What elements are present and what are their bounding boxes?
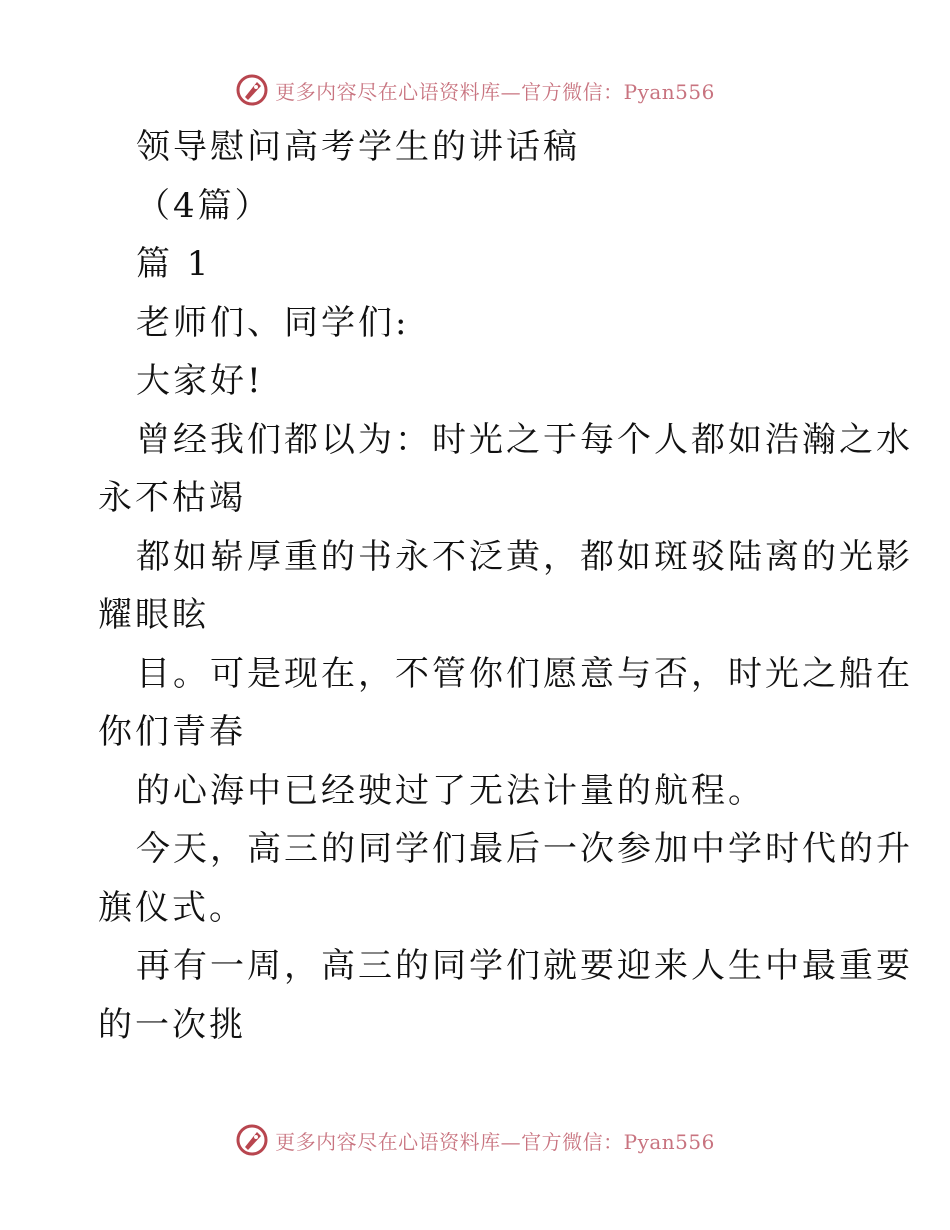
- footer-watermark-text: 更多内容尽在心语资料库—官方微信：Pyan556: [275, 1129, 715, 1154]
- pen-nib-logo-icon: [235, 1123, 269, 1157]
- document-title: 领导慰问高考学生的讲话稿: [136, 127, 580, 167]
- paragraph-line: 的一次挑: [98, 1004, 246, 1045]
- header-watermark-text: 更多内容尽在心语资料库—官方微信：Pyan556: [275, 79, 715, 104]
- paragraph-line: 都如崭厚重的书永不泛黄，都如斑驳陆离的光影: [136, 536, 913, 577]
- paragraph-line: 旗仪式。: [98, 887, 246, 928]
- pen-nib-logo-icon: [235, 73, 269, 107]
- paragraph-line: 再有一周，高三的同学们就要迎来人生中最重要: [136, 946, 913, 986]
- paragraph-line: 目。可是现在，不管你们愿意与否，时光之船在: [136, 653, 913, 694]
- document-body: [98, 118, 913, 1054]
- paragraph-line: 永不枯竭: [98, 478, 246, 518]
- paragraph-line: 今天，高三的同学们最后一次参加中学时代的升: [136, 829, 913, 869]
- footer-watermark: [0, 1120, 950, 1160]
- paragraph-line: 老师们、同学们:: [136, 302, 410, 343]
- header-watermark: [0, 70, 950, 110]
- paragraph-line: 的心海中已经驶过了无法计量的航程。: [136, 770, 765, 811]
- paragraph-line: 大家好!: [136, 361, 264, 401]
- document-title-count: （4篇）: [136, 185, 272, 226]
- section-heading: 篇 1: [136, 244, 212, 284]
- paragraph-line: 你们青春: [98, 712, 246, 752]
- paragraph-line: 耀眼眩: [98, 595, 209, 635]
- paragraph-line: 曾经我们都以为：时光之于每个人都如浩瀚之水: [136, 419, 913, 460]
